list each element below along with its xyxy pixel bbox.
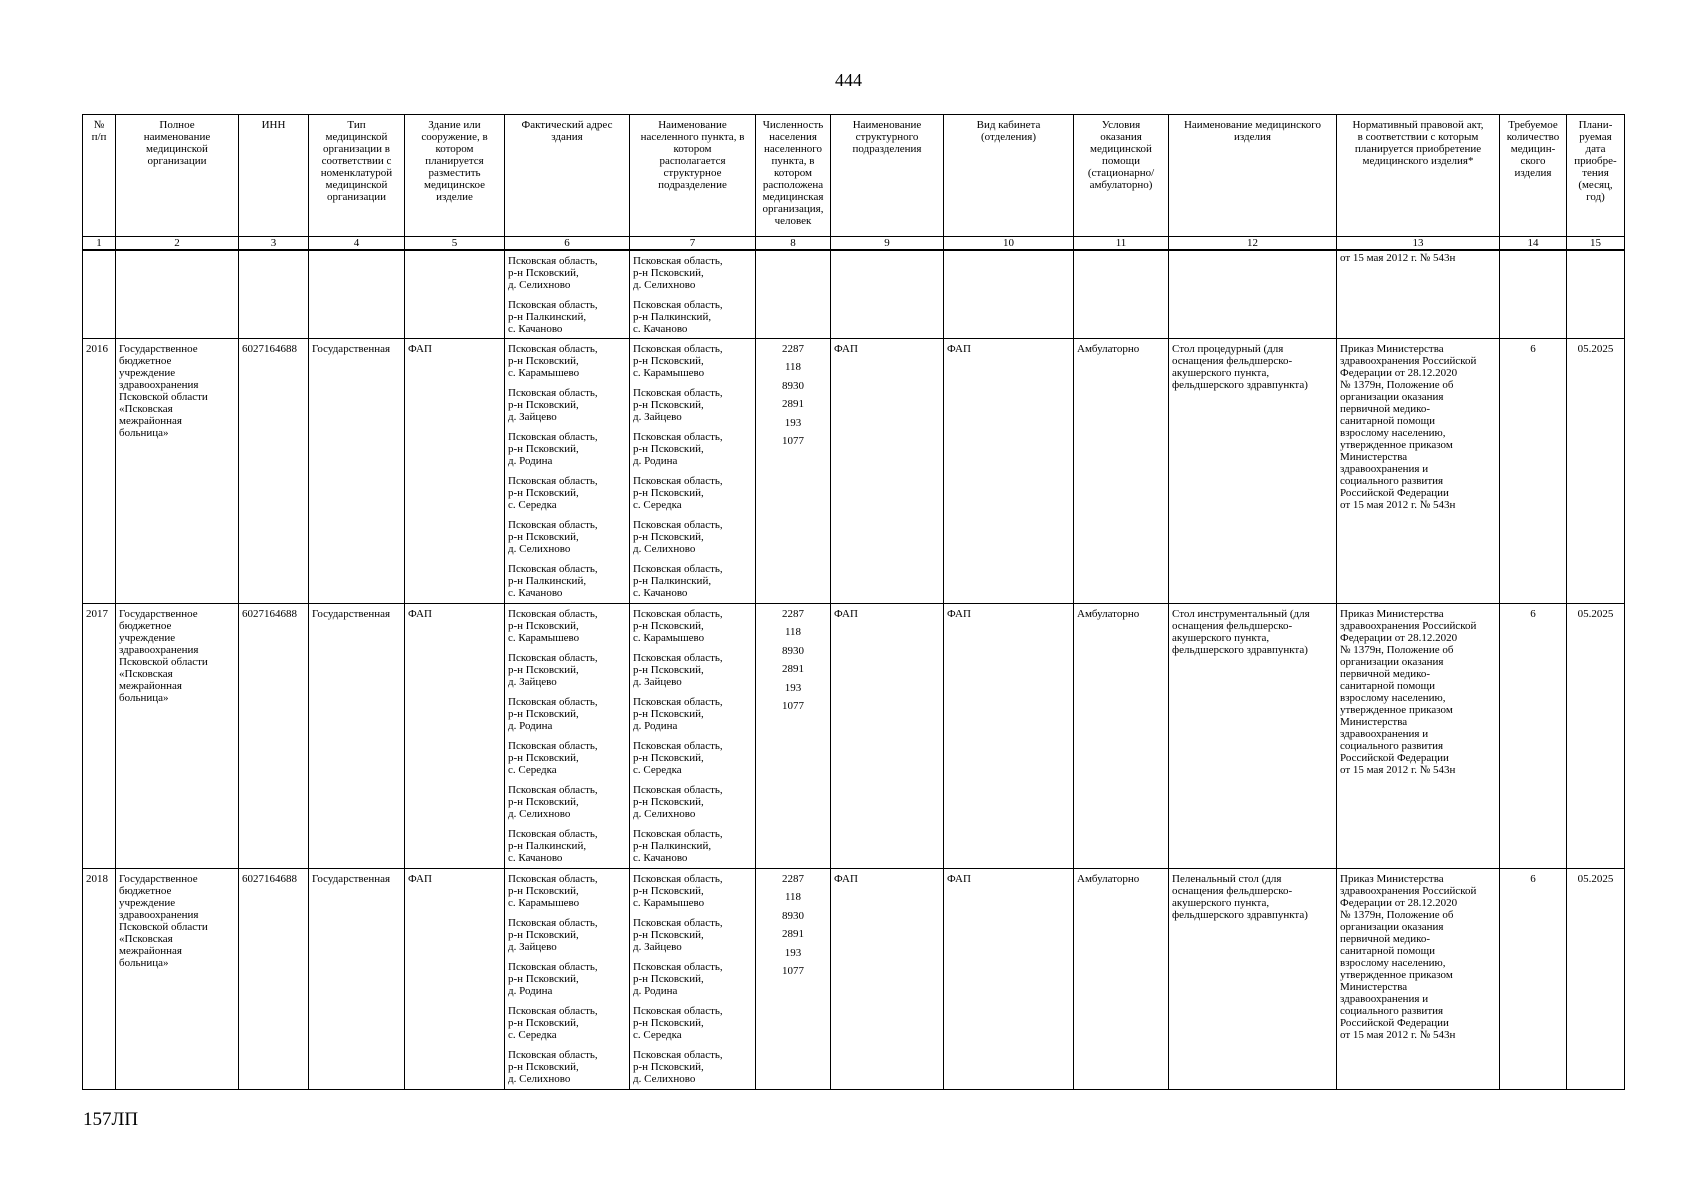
cell-quantity: 6: [1500, 338, 1567, 603]
column-number: 12: [1169, 237, 1337, 251]
locality-block: Псковская область, р-н Псковский, с. Карамышево: [633, 342, 723, 379]
cell-org: Государственное бюджетное учреждение здравоохранения Псковской области «Псковская межрайонная больница»: [116, 868, 239, 1089]
population-value: 193: [784, 946, 802, 959]
column-number: 3: [239, 237, 309, 251]
cell-cabinet: [944, 250, 1074, 338]
population-value: 1077: [782, 700, 804, 712]
column-number: 10: [944, 237, 1074, 251]
cell-localities: [630, 250, 756, 338]
cell-date: [1567, 250, 1625, 338]
population-value: 193: [784, 416, 802, 429]
header-conditions: Условия оказания медицинской помощи (стационарно/ амбулаторно): [1074, 115, 1169, 237]
cell-population: [756, 338, 831, 603]
cell-localities: [630, 868, 756, 1089]
cell-building: ФАП: [405, 338, 505, 603]
header-population: Численность населения населенного пункта, в котором расположена медицинская организация, человек: [756, 115, 831, 237]
locality-block: Псковская область, р-н Палкинский, с. Качаново: [633, 827, 723, 864]
cell-building: ФАП: [405, 868, 505, 1089]
population-value: 2287: [782, 872, 804, 885]
column-number: 8: [756, 237, 831, 251]
header-org: Полное наименование медицинской организации: [116, 115, 239, 237]
population-value: 118: [784, 361, 802, 373]
address-block: Псковская область, р-н Палкинский, с. Качаново: [508, 562, 598, 599]
cell-addresses: [505, 868, 630, 1089]
cell-localities: [630, 603, 756, 868]
address-block: Псковская область, р-н Псковский, с. Середка: [508, 1004, 598, 1041]
column-number: 11: [1074, 237, 1169, 251]
cell-device: [1169, 250, 1337, 338]
cell-conditions: Амбулаторно: [1074, 338, 1169, 603]
locality-block: Псковская область, р-н Палкинский, с. Качаново: [633, 299, 723, 335]
cell-type: Государственная: [309, 603, 405, 868]
header-type: Тип медицинской организации в соответствии с номенклатурой медицинской организации: [309, 115, 405, 237]
cell-inn: 6027164688: [239, 338, 309, 603]
header-row: [83, 115, 1625, 237]
population-value: 2891: [782, 398, 804, 410]
address-block: Псковская область, р-н Псковский, д. Зайцево: [508, 651, 598, 688]
cell-legal-act: Приказ Министерства здравоохранения Российской Федерации от 28.12.2020 № 1379н, Положение об организации оказания первичной медико- санитарной помощи взрослому населению, утвержденное приказом Министерства здравоохранения и социального развития Российской Федерации от 15 мая 2012 г. № 543н: [1337, 603, 1500, 868]
cell-num: [83, 250, 116, 338]
cell-addresses: [505, 250, 630, 338]
cell-legal-act: Приказ Министерства здравоохранения Российской Федерации от 28.12.2020 № 1379н, Положение об организации оказания первичной медико- санитарной помощи взрослому населению, утвержденное приказом Министерства здравоохранения и социального развития Российской Федерации от 15 мая 2012 г. № 543н: [1337, 868, 1500, 1089]
cell-legal-act: от 15 мая 2012 г. № 543н: [1337, 250, 1500, 338]
cell-building: [405, 250, 505, 338]
locality-block: Псковская область, р-н Псковский, с. Карамышево: [633, 872, 723, 909]
cell-org: [116, 250, 239, 338]
population-value: 1077: [782, 435, 804, 447]
address-block: Псковская область, р-н Псковский, д. Родина: [508, 960, 598, 997]
footer-code: 157ЛП: [83, 1109, 139, 1130]
cell-conditions: [1074, 250, 1169, 338]
address-block: Псковская область, р-н Псковский, д. Родина: [508, 695, 598, 732]
population-value: 8930: [782, 379, 804, 392]
cell-num: 2016: [83, 338, 116, 603]
cell-unit: ФАП: [831, 603, 944, 868]
locality-block: Псковская область, р-н Псковский, д. Зайцево: [633, 916, 723, 953]
locality-block: Псковская область, р-н Палкинский, с. Качаново: [633, 562, 723, 599]
cell-unit: ФАП: [831, 338, 944, 603]
cell-date: 05.2025: [1567, 603, 1625, 868]
cell-type: [309, 250, 405, 338]
cell-date: 05.2025: [1567, 868, 1625, 1089]
header-inn: ИНН: [239, 115, 309, 237]
population-value: 118: [784, 891, 802, 903]
address-block: Псковская область, р-н Псковский, с. Карамышево: [508, 872, 598, 909]
header-device: Наименование медицинского изделия: [1169, 115, 1337, 237]
address-block: Псковская область, р-н Псковский, д. Селихново: [508, 518, 598, 555]
population-value: 8930: [782, 909, 804, 922]
header-locality: Наименование населенного пункта, в котором располагается структурное подразделение: [630, 115, 756, 237]
address-block: Псковская область, р-н Псковский, д. Родина: [508, 430, 598, 467]
locality-block: Псковская область, р-н Псковский, д. Селихново: [633, 1048, 723, 1085]
locality-block: Псковская область, р-н Псковский, с. Карамышево: [633, 607, 723, 644]
cell-unit: [831, 250, 944, 338]
address-block: Псковская область, р-н Псковский, д. Селихново: [508, 1048, 598, 1085]
column-number: 7: [630, 237, 756, 251]
locality-block: Псковская область, р-н Псковский, д. Родина: [633, 695, 723, 732]
cell-device: Пеленальный стол (для оснащения фельдшерско- акушерского пункта, фельдшерского здравпункта): [1169, 868, 1337, 1089]
column-number: 4: [309, 237, 405, 251]
cell-num: 2017: [83, 603, 116, 868]
cell-legal-act: Приказ Министерства здравоохранения Российской Федерации от 28.12.2020 № 1379н, Положение об организации оказания первичной медико- санитарной помощи взрослому населению, утвержденное приказом Министерства здравоохранения и социального развития Российской Федерации от 15 мая 2012 г. № 543н: [1337, 338, 1500, 603]
cell-type: Государственная: [309, 868, 405, 1089]
cell-building: ФАП: [405, 603, 505, 868]
cell-conditions: Амбулаторно: [1074, 603, 1169, 868]
header-unit: Наименование структурного подразделения: [831, 115, 944, 237]
locality-block: Псковская область, р-н Псковский, д. Зайцево: [633, 386, 723, 423]
cell-population: [756, 868, 831, 1089]
cell-population: [756, 603, 831, 868]
cell-device: Стол инструментальный (для оснащения фельдшерско- акушерского пункта, фельдшерского здравпункта): [1169, 603, 1337, 868]
cell-quantity: 6: [1500, 868, 1567, 1089]
column-number: 9: [831, 237, 944, 251]
column-number: 6: [505, 237, 630, 251]
population-value: 2287: [782, 342, 804, 355]
address-block: Псковская область, р-н Псковский, с. Карамышево: [508, 342, 598, 379]
header-legal-act: Нормативный правовой акт, в соответствии с которым планируется приобретение медицинского изделия*: [1337, 115, 1500, 237]
cell-quantity: [1500, 250, 1567, 338]
cell-num: 2018: [83, 868, 116, 1089]
address-block: Псковская область, р-н Палкинский, с. Качаново: [508, 299, 598, 335]
address-block: Псковская область, р-н Палкинский, с. Качаново: [508, 827, 598, 864]
cell-org: Государственное бюджетное учреждение здравоохранения Псковской области «Псковская межрайонная больница»: [116, 338, 239, 603]
cell-conditions: Амбулаторно: [1074, 868, 1169, 1089]
locality-block: Псковская область, р-н Псковский, д. Селихново: [633, 518, 723, 555]
cell-cabinet: ФАП: [944, 603, 1074, 868]
cell-inn: 6027164688: [239, 603, 309, 868]
population-value: 118: [784, 626, 802, 638]
cell-quantity: 6: [1500, 603, 1567, 868]
table-row: [83, 868, 1625, 1089]
cell-cabinet: ФАП: [944, 868, 1074, 1089]
cell-org: Государственное бюджетное учреждение здравоохранения Псковской области «Псковская межрайонная больница»: [116, 603, 239, 868]
population-value: 2891: [782, 928, 804, 940]
cell-inn: [239, 250, 309, 338]
address-block: Псковская область, р-н Псковский, д. Зайцево: [508, 916, 598, 953]
address-block: Псковская область, р-н Псковский, с. Середка: [508, 739, 598, 776]
table-row: [83, 603, 1625, 868]
locality-block: Псковская область, р-н Псковский, с. Середка: [633, 1004, 723, 1041]
cell-addresses: [505, 338, 630, 603]
table-row-continuation: [83, 250, 1625, 338]
population-value: 2287: [782, 607, 804, 620]
cell-unit: ФАП: [831, 868, 944, 1089]
address-block: Псковская область, р-н Псковский, с. Середка: [508, 474, 598, 511]
column-number-row: [83, 237, 1625, 251]
header-num: № п/п: [83, 115, 116, 237]
header-quantity: Требуемое количество медицин- ского изделия: [1500, 115, 1567, 237]
equipment-table: [82, 114, 1625, 1090]
population-value: 193: [784, 681, 802, 694]
column-number: 15: [1567, 237, 1625, 251]
page-number: 444: [835, 70, 862, 90]
population-value: 1077: [782, 965, 804, 977]
cell-device: Стол процедурный (для оснащения фельдшерско- акушерского пункта, фельдшерского здравпункта): [1169, 338, 1337, 603]
population-value: 2891: [782, 663, 804, 675]
cell-population: [756, 250, 831, 338]
cell-addresses: [505, 603, 630, 868]
column-number: 14: [1500, 237, 1567, 251]
address-block: Псковская область, р-н Псковский, д. Селихново: [508, 255, 598, 291]
table-row: [83, 338, 1625, 603]
locality-block: Псковская область, р-н Псковский, д. Зайцево: [633, 651, 723, 688]
locality-block: Псковская область, р-н Псковский, д. Селихново: [633, 783, 723, 820]
locality-block: Псковская область, р-н Псковский, с. Середка: [633, 474, 723, 511]
cell-inn: 6027164688: [239, 868, 309, 1089]
column-number: 5: [405, 237, 505, 251]
population-value: 8930: [782, 644, 804, 657]
locality-block: Псковская область, р-н Псковский, с. Середка: [633, 739, 723, 776]
header-date: Плани- руемая дата приобре- тения (месяц, год): [1567, 115, 1625, 237]
locality-block: Псковская область, р-н Псковский, д. Родина: [633, 430, 723, 467]
address-block: Псковская область, р-н Псковский, д. Зайцево: [508, 386, 598, 423]
address-block: Псковская область, р-н Псковский, д. Селихново: [508, 783, 598, 820]
column-number: 13: [1337, 237, 1500, 251]
header-cabinet: Вид кабинета (отделения): [944, 115, 1074, 237]
cell-cabinet: ФАП: [944, 338, 1074, 603]
cell-localities: [630, 338, 756, 603]
locality-block: Псковская область, р-н Псковский, д. Родина: [633, 960, 723, 997]
cell-date: 05.2025: [1567, 338, 1625, 603]
address-block: Псковская область, р-н Псковский, с. Карамышево: [508, 607, 598, 644]
cell-type: Государственная: [309, 338, 405, 603]
column-number: 2: [116, 237, 239, 251]
header-building: Здание или сооружение, в котором планируется разместить медицинское изделие: [405, 115, 505, 237]
column-number: 1: [83, 237, 116, 251]
locality-block: Псковская область, р-н Псковский, д. Селихново: [633, 255, 723, 291]
header-address: Фактический адрес здания: [505, 115, 630, 237]
